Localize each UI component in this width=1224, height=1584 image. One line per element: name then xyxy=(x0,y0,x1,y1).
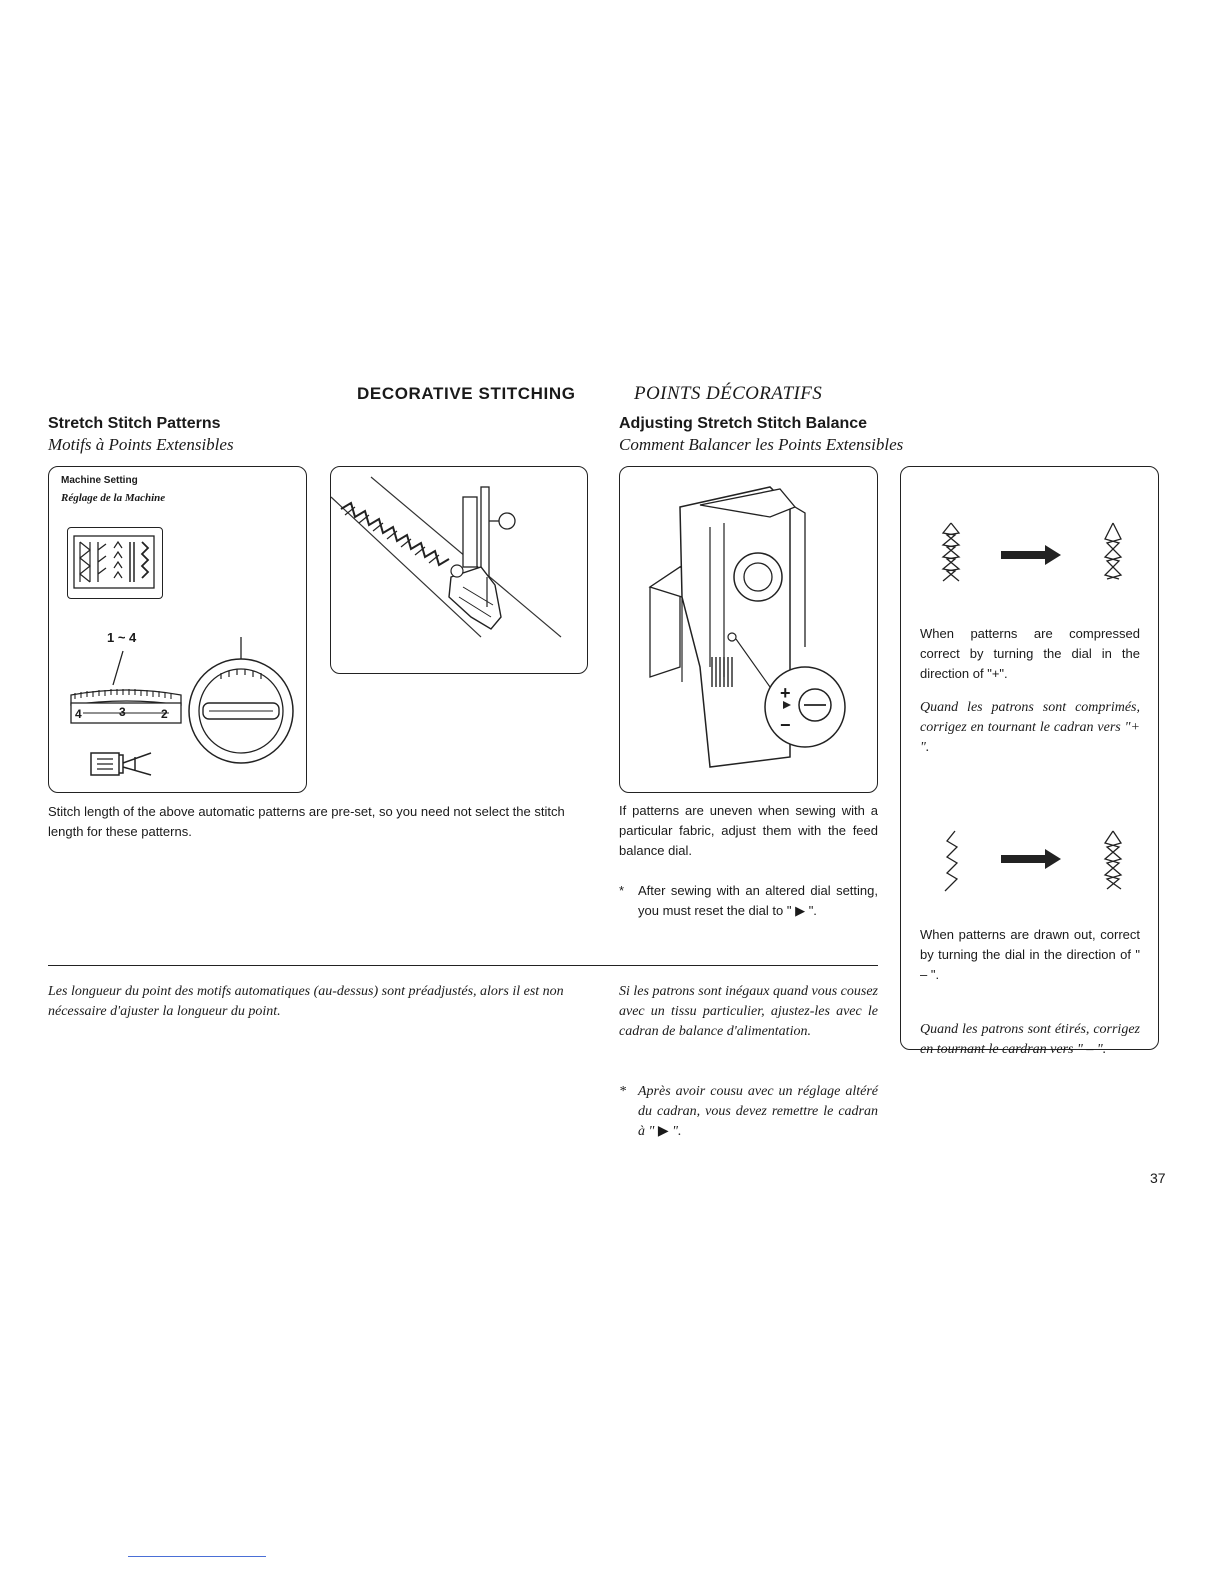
page-number: 37 xyxy=(1150,1170,1166,1186)
dial-number-3: 3 xyxy=(119,705,126,719)
pattern-selector-knob-icon xyxy=(183,627,299,777)
presser-foot-icon xyxy=(89,747,169,781)
compressed-correction-text-fr: Quand les patrons sont comprimés, corrigez en tournant le cadran vers "+ ". xyxy=(920,700,1140,755)
stitch-length-note-fr: Les longueur du point des motifs automatiques (au-dessus) sont préadjustés, alors il est non nécessaire d'ajuster la longueur du point. xyxy=(48,984,564,1019)
dial-plus-sign: + xyxy=(780,683,791,703)
balance-instructions: If patterns are uneven when sewing with a particular fabric, adjust them with the feed balance dial. xyxy=(619,803,878,858)
section-heading-balance: Adjusting Stretch Stitch Balance xyxy=(619,415,868,432)
drawn-out-correction-text: When patterns are drawn out, correct by turning the dial in the direction of " – ". xyxy=(920,927,1140,982)
pattern-correction-panel xyxy=(900,466,1159,1057)
dial-number-4: 4 xyxy=(75,707,82,721)
machine-setting-label-fr: Réglage de la Machine xyxy=(61,492,166,504)
drawn-out-correction-text-fr: Quand les patrons sont étirés, corrigez en tournant le cardran vers " – ". xyxy=(920,1022,1140,1057)
compressed-correction-text: When patterns are compressed correct by turning the dial in the direction of "+". xyxy=(920,626,1140,681)
page-title: DECORATIVE STITCHING xyxy=(357,384,576,403)
section-divider xyxy=(48,965,878,966)
page-title-fr: POINTS DÉCORATIFS xyxy=(634,383,823,404)
reset-dial-note-fr: Après avoir cousu avec un réglage altéré du cadran, vous devez remettre le cadran à " ▶ ". xyxy=(638,1084,878,1139)
sewing-foot-illustration xyxy=(331,467,587,673)
machine-illustration-panel xyxy=(619,466,878,793)
compressed-pattern-diagram xyxy=(921,517,1141,597)
note-bullet: * xyxy=(619,883,625,898)
reset-dial-note: After sewing with an altered dial setting, you must reset the dial to " ▶ ". xyxy=(638,883,878,918)
balance-instructions-fr: Si les patrons sont inégaux quand vous cousez avec un tissu particulier, ajustez-les avec le cadran de balance d'alimentation. xyxy=(619,984,878,1039)
length-range-label: 1 ~ 4 xyxy=(107,630,137,645)
stretch-patterns-icon xyxy=(68,528,162,598)
section-heading-stretch-fr: Motifs à Points Extensibles xyxy=(48,435,234,454)
stitch-length-note: Stitch length of the above automatic patterns are pre-set, so you need not select the stitch length for these patterns. xyxy=(48,804,565,839)
bottom-rule xyxy=(128,1556,266,1557)
dial-minus-sign: − xyxy=(780,715,791,735)
machine-setting-panel xyxy=(48,466,307,793)
stitch-length-dial-icon xyxy=(61,647,191,737)
section-heading-balance-fr: Comment Balancer les Points Extensibles xyxy=(619,435,904,454)
section-heading-stretch: Stretch Stitch Patterns xyxy=(48,415,221,432)
sewing-illustration-panel xyxy=(330,466,588,674)
dial-number-2: 2 xyxy=(161,707,168,721)
machine-setting-label: Machine Setting xyxy=(61,475,138,486)
drawn-out-pattern-diagram xyxy=(921,827,1141,897)
stitch-pattern-selector xyxy=(67,527,163,599)
sewing-machine-illustration xyxy=(620,467,877,792)
note-bullet-fr: * xyxy=(619,1084,626,1099)
